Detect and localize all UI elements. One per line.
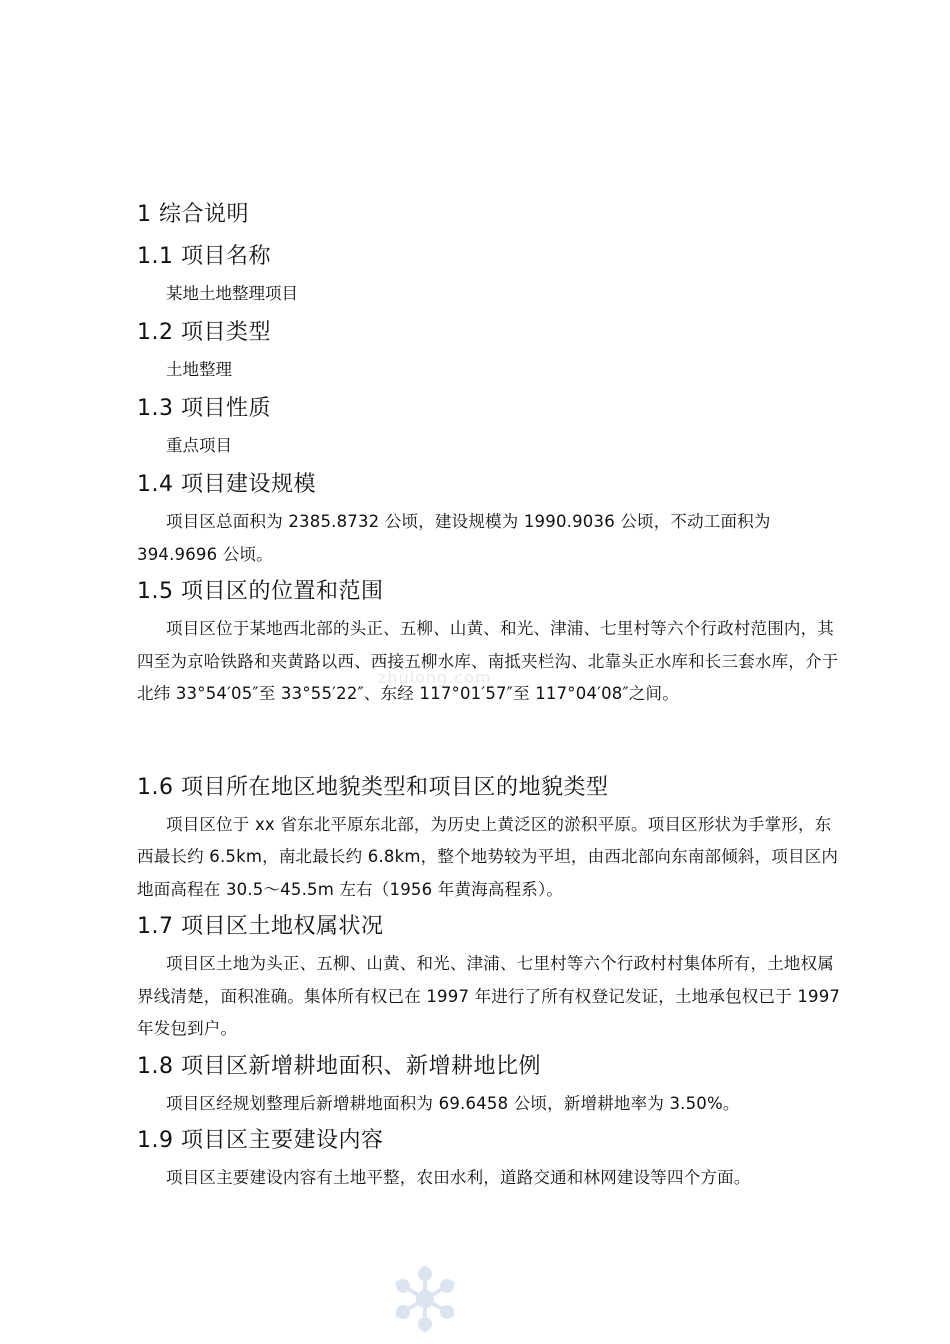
section-gap	[137, 717, 847, 773]
section-text-1-2: 土地整理	[166, 360, 232, 379]
document-body	[137, 200, 847, 1201]
section-text-1-9: 项目区主要建设内容有土地平整，农田水利，道路交通和林网建设等四个方面。	[166, 1168, 751, 1187]
section-text-1-8: 项目区经规划整理后新增耕地面积为 69.6458 公顷，新增耕地率为 3.50%。	[166, 1093, 740, 1113]
section-heading-1-4: 1.4 项目建设规模	[137, 472, 316, 497]
section-text-1-5: 项目区位于某地西北部的头正、五柳、山黄、和光、津浦、七里村等六个行政村范围内，其四至为京哈铁路和夹黄路以西、西接五柳水库、南抵夹栏沟、北靠头正水库和长三套水库，介于北纬 33°54′05″至 33°55′22″、东经 117°01′57″至 117°04′08″之间。	[137, 619, 839, 703]
snowflake-icon	[388, 1262, 462, 1336]
section-heading-1-8: 1.8 项目区新增耕地面积、新增耕地比例	[137, 1053, 541, 1079]
section-heading-1-3: 1.3 项目性质	[137, 396, 271, 421]
watermark-text: zhulong.com	[378, 668, 492, 687]
section-heading-1-1: 1.1 项目名称	[137, 244, 271, 269]
section-heading-1: 1 综合说明	[137, 202, 249, 227]
section-heading-1-5: 1.5 项目区的位置和范围	[137, 579, 384, 604]
section-heading-1-6: 1.6 项目所在地区地貌类型和项目区的地貌类型	[137, 774, 609, 800]
section-heading-1-7: 1.7 项目区土地权属状况	[137, 914, 384, 939]
section-text-1-7: 项目区土地为头正、五柳、山黄、和光、津浦、七里村等六个行政村村集体所有，土地权属界线清楚，面积准确。集体所有权已在 1997 年进行了所有权登记发证，土地承包权已于 1997 年发包到户。	[137, 954, 841, 1038]
section-text-1-6: 项目区位于 xx 省东北平原东北部，为历史上黄泛区的淤积平原。项目区形状为手掌形，东西最长约 6.5km，南北最长约 6.8km，整个地势较为平坦，由西北部向东南部倾斜，项目区内地面高程在 30.5～45.5m 左右（1956 年黄海高程系）。	[137, 814, 839, 899]
section-text-1-1: 某地土地整理项目	[166, 284, 298, 303]
section-heading-1-2: 1.2 项目类型	[137, 320, 271, 345]
section-text-1-4: 项目区总面积为 2385.8732 公顷，建设规模为 1990.9036 公顷，不动工面积为 394.9696 公顷。	[137, 512, 771, 564]
section-text-1-3: 重点项目	[166, 436, 232, 455]
section-heading-1-9: 1.9 项目区主要建设内容	[137, 1128, 384, 1153]
